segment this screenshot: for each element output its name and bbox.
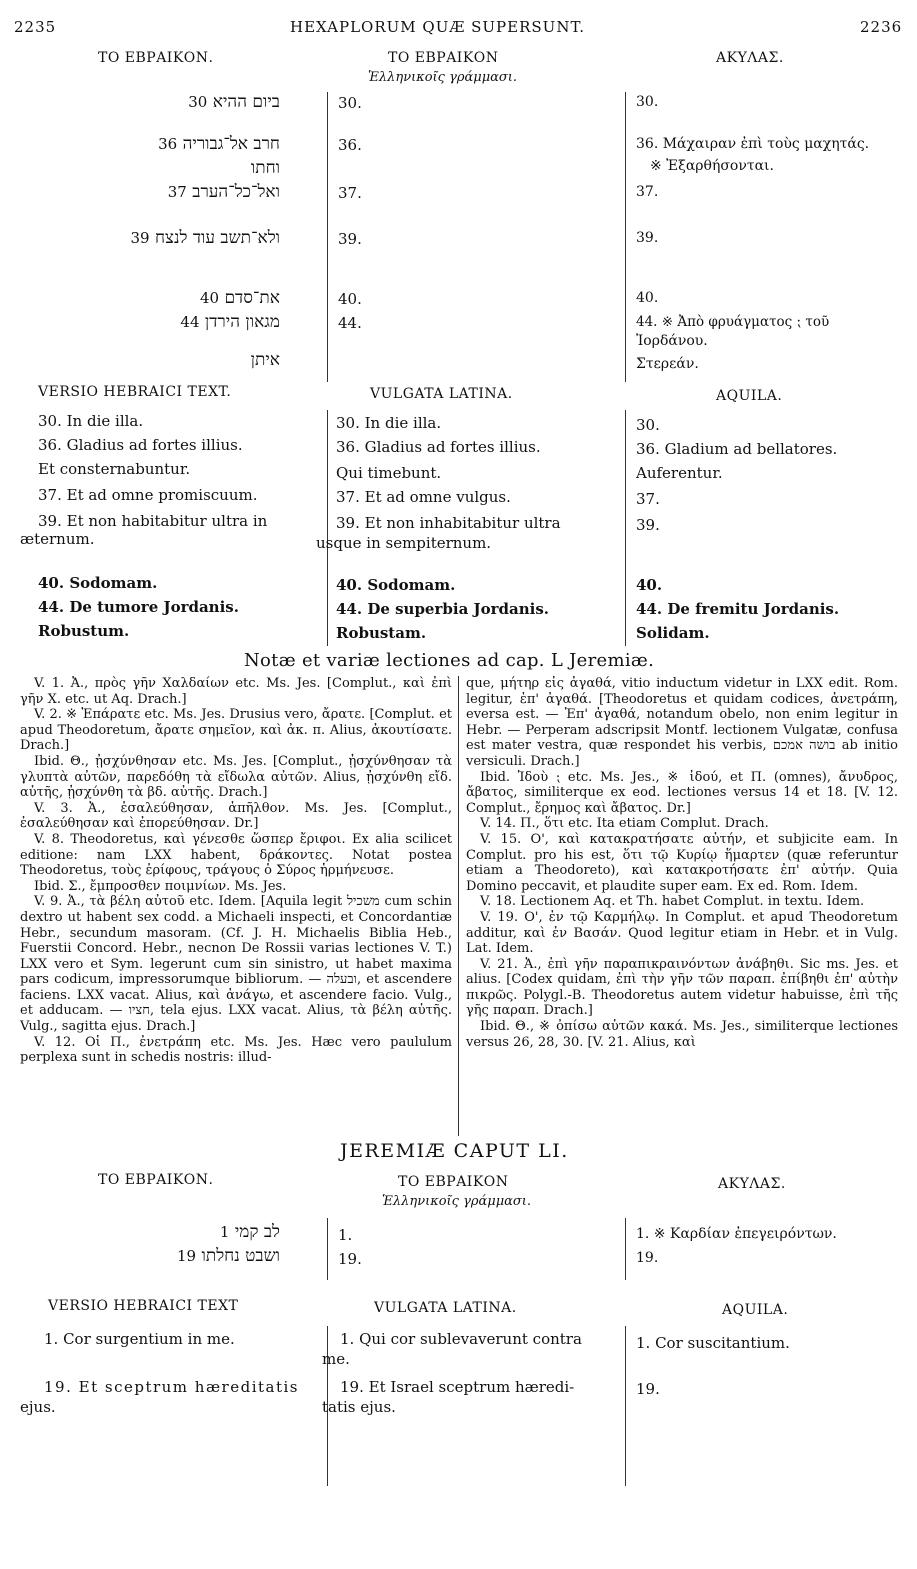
heb-line-44b: איתן <box>250 350 280 370</box>
aquila-ch51-19: 19. <box>636 1250 659 1266</box>
aquila-44: 44. ※ Ἀπὸ φρυάγματος ⁏ τοῦ <box>636 314 830 330</box>
sec4-col2-header: VULGATA LATINA. <box>374 1300 517 1316</box>
heb-line-30: ביום ההיא 30 <box>188 92 280 112</box>
sec1-col3-header: ΑΚΥΛΑΣ. <box>716 50 784 66</box>
aquila-44b: Ἰορδάνου. <box>636 333 708 349</box>
heb-line-39: ולא־תשב עוד לנצח 39 <box>130 228 280 248</box>
page-number-right: 2236 <box>860 18 903 36</box>
sec1-divider-2 <box>625 92 626 382</box>
versio-ch51-1: 1. Cor surgentium in me. <box>44 1330 235 1348</box>
versio-39: 39. Et non habitabitur ultra in <box>38 512 268 530</box>
note-right-8: Ibid. Θ., ※ ὀπίσω αὐτῶν κακά. Ms. Jes., similiterque lectiones versus 26, 28, 30. [V. 21. Alius, καὶ <box>466 1019 898 1050</box>
aquila-lat-44b: Solidam. <box>636 624 710 642</box>
versio-30: 30. In die illa. <box>38 412 144 430</box>
note-left-2: V. 2. ※ Ἐπάρατε etc. Ms. Jes. Drusius vero, ἄρατε. [Complut. et apud Theodoretum, ἄρατε σημεῖον, καὶ ἀκ. π. Alius, ἀκουτίσατε. Drach.] <box>20 707 452 754</box>
translit-40: 40. <box>338 290 362 308</box>
aquila-lat-37: 37. <box>636 490 660 508</box>
sec4-divider-2 <box>625 1326 626 1486</box>
sec3-col1-header: ΤΟ ΕΒΡΑΙΚΟΝ. <box>98 1172 214 1188</box>
note-right-4: V. 15. Ο', καὶ κατακρατήσατε αὐτήν, et subjicite eam. In Complut. pro his est, ὅτι τῷ Κυρίῳ ἥμαρτεν (quæ referuntur etiam a Theodoreto), καὶ κατακροτήσατε ἐπ' αὐτήν. Quia Domino peccavit, et plaudite super eam. Ex ed. Rom. Idem. <box>466 831 898 894</box>
versio-44b: Robustum. <box>38 622 130 640</box>
vulgata-39: 39. Et non inhabitabitur ultra <box>336 514 561 532</box>
sec3-col2-header: ΤΟ ΕΒΡΑΙΚΟΝ <box>398 1174 509 1190</box>
translit-37: 37. <box>338 184 362 202</box>
running-title: HEXAPLORUM QUÆ SUPERSUNT. <box>290 18 586 36</box>
page-number-left: 2235 <box>14 18 57 36</box>
heb-line-19: ושבט נחלתו 19 <box>176 1246 280 1266</box>
translit-19: 19. <box>338 1250 362 1268</box>
aquila-lat-ch51-19: 19. <box>636 1380 660 1398</box>
sec3-col3-header: ΑΚΥΛΑΣ. <box>718 1176 786 1192</box>
translit-36: 36. <box>338 136 362 154</box>
aquila-lat-40: 40. <box>636 576 663 594</box>
versio-ch51-19: 19. Et sceptrum hæreditatis <box>44 1378 299 1396</box>
heb-line-37: ואל־כל־הערב 37 <box>167 182 280 202</box>
sec4-col1-header: VERSIO HEBRAICI TEXT <box>48 1298 239 1314</box>
versio-36: 36. Gladius ad fortes illius. <box>38 436 243 454</box>
aquila-40: 40. <box>636 290 659 306</box>
heb-line-36b: וחתו <box>250 158 280 178</box>
note-right-1: que, μήτηρ εἰς ἀγαθά, vitio inductum videtur in LXX edit. Rom. legitur, ἐπ' ἀγαθά. [Theodoretus et quidam codices, ἀνετράπη, eversa est. — Ἐπ' ἀγαθά, notandum obelo, non enim legitur in Hebr. — Perperam adscripsit Montf. lectionem Vulgatæ, confusa est mater vestra, quæ respondet his verbis, בושה אמכם ab initio versiculi. Drach.] <box>466 676 898 769</box>
note-left-4: V. 3. Ἀ., ἐσαλεύθησαν, ἀπῆλθον. Ms. Jes. [Complut., ἐσαλεύθησαν καὶ ἐπορεύθησαν. Dr.] <box>20 800 452 832</box>
sec3-col2-subtitle: Ἑλληνικοῖς γράμμασι. <box>382 1194 532 1209</box>
versio-36b: Et consternabuntur. <box>38 460 191 478</box>
aquila-ch51-1: 1. ※ Καρδίαν ἐπεγειρόντων. <box>636 1226 837 1242</box>
aquila-30: 30. <box>636 94 659 110</box>
versio-40: 40. Sodomam. <box>38 574 158 592</box>
notes-left-column <box>20 676 452 1066</box>
sec2-divider-2 <box>625 410 626 646</box>
vulgata-36b: Qui timebunt. <box>336 464 442 482</box>
aquila-lat-30: 30. <box>636 416 660 434</box>
aquila-lat-36: 36. Gladium ad bellatores. <box>636 440 838 458</box>
heb-line-1: לב קמי 1 <box>219 1222 280 1242</box>
aquila-lat-39: 39. <box>636 516 660 534</box>
note-right-7: V. 21. Ἀ., ἐπὶ γῆν παραπικραινόντων ἀνάβηθι. Sic ms. Jes. et alius. [Codex quidam, ἐπὶ τὴν γῆν τῶν παραπ. ἐπίβηθι ἐπ' αὐτὴν πικρῶς. Polygl.-B. Theodoretus autem videtur habuisse, ἐπὶ τῆς γῆς παραπ. Drach.] <box>466 956 898 1019</box>
vulgata-44b: Robustam. <box>336 624 427 642</box>
vulgata-30: 30. In die illa. <box>336 414 442 432</box>
aquila-37: 37. <box>636 184 659 200</box>
heb-line-36: חרב אל־גבוריה 36 <box>158 134 280 154</box>
sec3-divider-1 <box>327 1218 328 1280</box>
note-left-3: Ibid. Θ., ᾐσχύνθησαν etc. Ms. Jes. [Complut., ᾐσχύνθησαν τὰ γλυπτὰ αὐτῶν, παρεδόθη τὰ εἴδωλα αὐτῶν. Alius, ᾐσχύνθη εἴδ. αὐτῆς, ᾐσχύνθη τὰ βδ. αὐτῆς. Drach.] <box>20 753 452 801</box>
note-left-8: V. 12. Οἱ Π., ἐνετράπη etc. Ms. Jes. Hæc vero paululum perplexa sunt in schedis nostris: illud- <box>20 1034 452 1066</box>
vulgata-39b: usque in sempiternum. <box>316 534 492 552</box>
heb-line-44: מגאון הירדן 44 <box>180 312 280 332</box>
note-right-3: V. 14. Π., ὅτι etc. Ita etiam Complut. Drach. <box>480 816 769 832</box>
aquila-lat-ch51-1: 1. Cor suscitantium. <box>636 1334 790 1352</box>
vulgata-36: 36. Gladius ad fortes illius. <box>336 438 541 456</box>
sec2-col3-header: AQUILA. <box>716 388 783 404</box>
notes-divider <box>458 676 459 1136</box>
aquila-36b: ※ Ἐξαρθήσονται. <box>650 158 774 174</box>
notes-right-column <box>466 676 898 1050</box>
vulgata-ch51-1: 1. Qui cor sublevaverunt contra <box>340 1330 582 1348</box>
sec1-col1-header: ΤΟ ΕΒΡΑΙΚΟΝ. <box>98 50 214 66</box>
sec3-divider-2 <box>625 1218 626 1280</box>
vulgata-44: 44. De superbia Jordanis. <box>336 600 549 618</box>
chapter-title: JEREMIÆ CAPUT LI. <box>340 1140 569 1162</box>
versio-ch51-19b: ejus. <box>20 1398 56 1416</box>
note-right-2: Ibid. Ἰδοὺ ⁏ etc. Ms. Jes., ※ ἰδού, et Π. (omnes), ἄνυδρος, ἄβατος, similiterque ex eod. lectiones versus 14 et 18. [V. 12. Complut., ἔρημος καὶ ἄβατος. Dr.] <box>466 769 898 816</box>
sec1-col2-header: ΤΟ ΕΒΡΑΙΚΟΝ <box>388 50 499 66</box>
sec1-col2-subtitle: Ἑλληνικοῖς γράμμασι. <box>368 70 518 85</box>
aquila-39: 39. <box>636 230 659 246</box>
note-right-6: V. 19. Ο', ἐν τῷ Καρμήλῳ. In Complut. et apud Theodoretum additur, καὶ ἐν Βασάν. Quod legitur etiam in Hebr. et in Vulg. Lat. Idem. <box>466 909 898 957</box>
vulgata-ch51-1b: me. <box>322 1350 350 1368</box>
note-left-1: V. 1. Ἀ., πρὸς γῆν Χαλδαίων etc. Ms. Jes. [Complut., καὶ ἐπὶ γῆν Χ. etc. ut Aq. Drach.] <box>20 676 452 707</box>
vulgata-ch51-19b: tatis ejus. <box>322 1398 396 1416</box>
sec4-col3-header: AQUILA. <box>722 1302 789 1318</box>
versio-44: 44. De tumore Jordanis. <box>38 598 239 616</box>
note-right-5: V. 18. Lectionem Aq. et Th. habet Complut. in textu. Idem. <box>480 894 865 910</box>
notes-title: Notæ et variæ lectiones ad cap. L Jeremiæ. <box>244 650 655 671</box>
translit-44: 44. <box>338 314 362 332</box>
vulgata-40: 40. Sodomam. <box>336 576 456 594</box>
heb-line-40: את־סדם 40 <box>199 288 280 308</box>
aquila-lat-36b: Auferentur. <box>636 464 723 482</box>
vulgata-37: 37. Et ad omne vulgus. <box>336 488 511 506</box>
sec2-col2-header: VULGATA LATINA. <box>370 386 513 402</box>
sec1-divider-1 <box>327 92 328 382</box>
versio-39b: æternum. <box>20 530 95 548</box>
note-left-5: V. 8. Theodoretus, καὶ γένεσθε ὥσπερ ἔριφοι. Ex alia scilicet editione: nam LXX habent, δράκοντες. Notat postea Theodoretus, τοὺς ἐρίφους, τράγους ὁ Σύρος ἡρμήνευσε. <box>20 831 452 879</box>
note-left-6: Ibid. Σ., ἔμπροσθεν ποιμνίων. Ms. Jes. <box>34 878 287 894</box>
translit-39: 39. <box>338 230 362 248</box>
translit-30: 30. <box>338 94 362 112</box>
vulgata-ch51-19: 19. Et Israel sceptrum hæredi- <box>340 1378 575 1396</box>
sec2-col1-header: VERSIO HEBRAICI TEXT. <box>38 384 232 400</box>
aquila-44c: Στερεάν. <box>636 356 699 372</box>
sec2-divider-1 <box>327 410 328 646</box>
versio-37: 37. Et ad omne promiscuum. <box>38 486 258 504</box>
aquila-36: 36. Μάχαιραν ἐπὶ τοὺς μαχητάς. <box>636 136 870 152</box>
note-left-7: V. 9. Ἀ., τὰ βέλη αὐτοῦ etc. Idem. [Aquila legit משכיל cum schin dextro ut habent sex codd. a Michaeli inspecti, et Concordantiæ Hebr., secundum masoram. (Cf. J. H. Michaelis Biblia Heb., Fuerstii Concord. Hebr., necnon De Rossii varias lectiones V. T.) LXX vero et Sym. legerunt cum sin sinistro, ut habet maxima pars codicum, impressorumque bibliorum. — ובעלה, et ascendere faciens. LXX vacat. Alius, καὶ ἀνάγω, et ascendere facio. Vulg., et adducam. — חציו, tela ejus. LXX vacat. Alius, τὰ βέλη αὐτῆς. Vulg., sagitta ejus. Drach.] <box>20 894 452 1035</box>
aquila-lat-44: 44. De fremitu Jordanis. <box>636 600 840 618</box>
translit-1: 1. <box>338 1226 353 1244</box>
